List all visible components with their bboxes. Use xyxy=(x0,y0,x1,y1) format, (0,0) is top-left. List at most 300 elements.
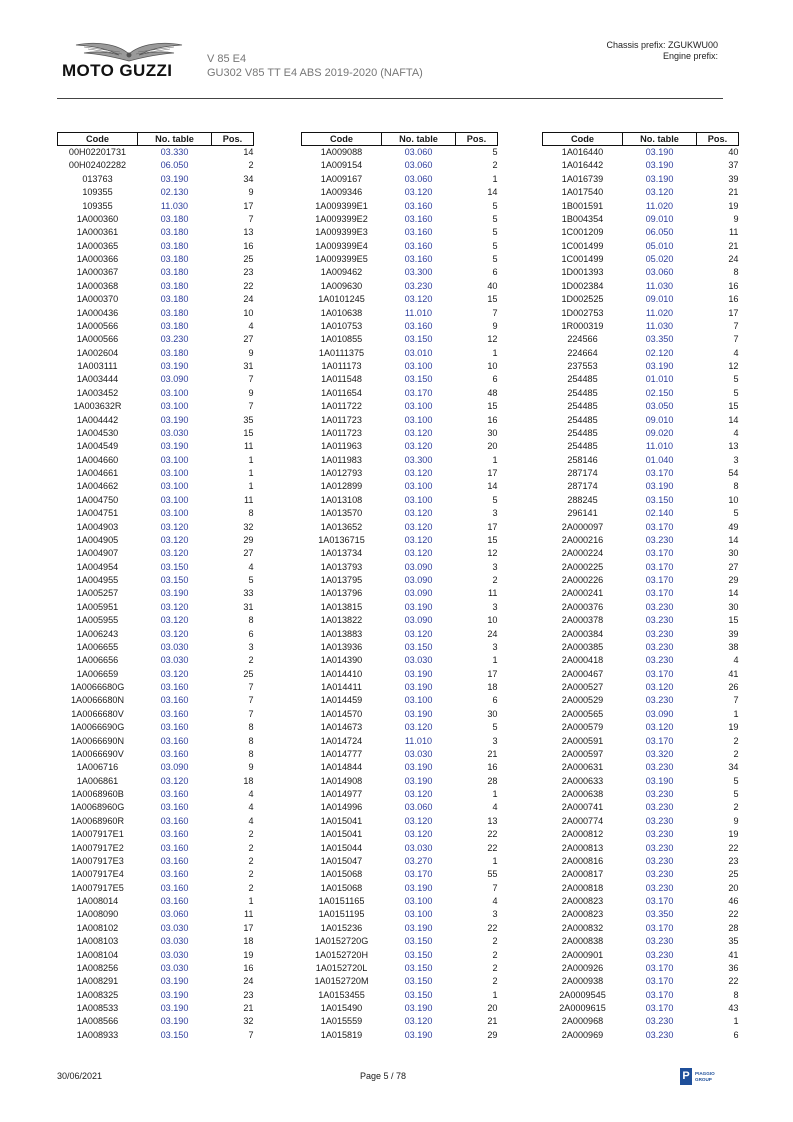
table-row xyxy=(58,507,254,520)
part-code: 109355 xyxy=(82,187,113,198)
table-number: 03.160 xyxy=(160,869,189,880)
table-number: 03.030 xyxy=(160,641,189,652)
position-number: 4 xyxy=(733,655,739,666)
position-number: 17 xyxy=(243,200,254,211)
table-row xyxy=(543,293,739,306)
table-row xyxy=(543,681,739,694)
position-number: 1 xyxy=(492,989,498,1000)
part-code: 1A015041 xyxy=(320,815,363,826)
table-number: 03.230 xyxy=(645,641,674,652)
position-number: 2 xyxy=(492,976,498,987)
table-row xyxy=(58,414,254,427)
part-code: 1A005951 xyxy=(76,601,119,612)
position-number: 7 xyxy=(733,334,739,345)
part-code: 00H02402282 xyxy=(68,160,127,171)
table-row xyxy=(58,440,254,453)
part-code: 254485 xyxy=(567,441,598,452)
part-code: 1A016442 xyxy=(561,160,604,171)
table-number: 03.120 xyxy=(404,187,433,198)
table-row xyxy=(58,1029,254,1042)
column-header-pos: Pos. xyxy=(212,133,254,146)
table-number: 03.270 xyxy=(404,855,433,866)
table-number: 03.160 xyxy=(160,695,189,706)
table-row xyxy=(58,200,254,213)
position-number: 3 xyxy=(492,508,498,519)
table-row xyxy=(302,654,498,667)
table-number: 03.190 xyxy=(404,1003,433,1013)
part-code: 1A003632R xyxy=(73,401,122,412)
table-number: 03.230 xyxy=(645,869,674,880)
part-code: 1A011722 xyxy=(321,401,362,412)
table-row xyxy=(58,842,254,855)
table-number: 03.170 xyxy=(645,735,674,746)
part-code: 1A013793 xyxy=(320,561,363,572)
part-code: 1A014977 xyxy=(320,789,363,799)
part-code: 2A000467 xyxy=(561,668,604,679)
position-number: 9 xyxy=(733,213,739,224)
position-number: 22 xyxy=(487,829,498,840)
moto-guzzi-logo xyxy=(62,40,197,85)
table-row xyxy=(302,855,498,868)
part-code: 1A002604 xyxy=(76,347,119,358)
part-code: 2A000591 xyxy=(561,735,604,746)
position-number: 3 xyxy=(492,735,498,746)
piaggio-group-text: PIAGGIO GROUP xyxy=(695,1071,715,1082)
part-code: 1A016739 xyxy=(561,173,604,184)
table-row xyxy=(543,547,739,560)
table-number: 03.170 xyxy=(645,575,674,585)
table-row xyxy=(302,280,498,293)
position-number: 21 xyxy=(487,1016,498,1027)
part-code: 1A015041 xyxy=(320,829,363,840)
part-code: 1A012899 xyxy=(320,481,363,492)
part-code: 1A0152720M xyxy=(314,976,369,987)
table-row xyxy=(58,494,254,507)
position-number: 15 xyxy=(728,615,739,626)
position-number: 5 xyxy=(492,240,498,251)
table-row xyxy=(58,574,254,587)
table-number: 03.350 xyxy=(645,909,674,920)
parts-table-3 xyxy=(542,132,739,1042)
table-number: 03.230 xyxy=(645,829,674,840)
table-row xyxy=(302,534,498,547)
position-number: 16 xyxy=(728,294,739,305)
table-number: 03.190 xyxy=(404,601,433,612)
position-number: 7 xyxy=(733,320,739,331)
position-number: 36 xyxy=(728,962,739,973)
table-row xyxy=(58,601,254,614)
part-code: 2A000823 xyxy=(561,896,604,906)
part-code: 1A0151195 xyxy=(318,909,365,920)
position-number: 11 xyxy=(244,441,254,452)
part-code: 2A000579 xyxy=(561,722,604,733)
position-number: 6 xyxy=(492,374,498,385)
table-row xyxy=(302,186,498,199)
part-code: 2A000241 xyxy=(561,588,604,599)
part-code: 2A000565 xyxy=(561,708,604,719)
table-row xyxy=(302,788,498,801)
table-row xyxy=(58,801,254,814)
position-number: 37 xyxy=(728,160,739,171)
part-code: 1A004442 xyxy=(76,414,119,425)
table-number: 03.100 xyxy=(160,454,189,465)
table-row xyxy=(543,641,739,654)
table-number: 03.090 xyxy=(404,561,433,572)
table-number: 03.150 xyxy=(160,575,189,585)
table-row xyxy=(543,708,739,721)
table-row xyxy=(543,801,739,814)
table-row xyxy=(58,186,254,199)
position-number: 2 xyxy=(492,936,498,947)
position-number: 3 xyxy=(492,601,498,612)
position-number: 1 xyxy=(492,454,498,465)
position-number: 9 xyxy=(248,347,254,358)
table-row xyxy=(543,307,739,320)
part-code: 1A000360 xyxy=(76,213,119,224)
table-row xyxy=(58,534,254,547)
part-code: 296141 xyxy=(567,508,598,519)
part-code: 1C001499 xyxy=(561,254,604,264)
part-code: 1A004751 xyxy=(76,508,119,519)
table-row xyxy=(543,815,739,828)
part-code: 254485 xyxy=(567,387,598,398)
position-number: 2 xyxy=(492,962,498,973)
table-row xyxy=(302,868,498,881)
position-number: 3 xyxy=(733,454,739,465)
part-code: 1A009154 xyxy=(320,160,363,171)
part-code: 1A008103 xyxy=(76,936,119,947)
table-row xyxy=(58,989,254,1002)
table-number: 03.180 xyxy=(160,307,189,318)
table-number: 03.160 xyxy=(160,789,189,799)
position-number: 6 xyxy=(733,1029,739,1040)
position-number: 21 xyxy=(243,1003,254,1013)
part-code: 1A011723 xyxy=(321,427,362,438)
table-row xyxy=(58,360,254,373)
position-number: 9 xyxy=(248,187,254,198)
table-row xyxy=(543,414,739,427)
position-number: 22 xyxy=(728,909,739,920)
table-number: 03.160 xyxy=(160,802,189,813)
table-number: 03.170 xyxy=(645,561,674,572)
table-number: 03.180 xyxy=(160,240,189,251)
position-number: 13 xyxy=(728,441,739,452)
table-number: 03.030 xyxy=(160,936,189,947)
part-code: 1A005257 xyxy=(76,588,119,599)
part-code: 1A006655 xyxy=(76,641,119,652)
table-number: 06.050 xyxy=(160,160,189,171)
position-number: 9 xyxy=(248,387,254,398)
table-number: 03.160 xyxy=(160,815,189,826)
table-number: 03.170 xyxy=(645,588,674,599)
position-number: 39 xyxy=(728,628,739,639)
table-row xyxy=(543,226,739,239)
table-number: 09.010 xyxy=(645,294,674,305)
part-code: 1A004907 xyxy=(76,548,119,559)
part-code: 1A000366 xyxy=(76,254,119,264)
table-row xyxy=(302,1002,498,1015)
position-number: 21 xyxy=(728,240,739,251)
table-number: 03.100 xyxy=(404,909,433,920)
table-number: 03.190 xyxy=(404,775,433,786)
part-code: 224664 xyxy=(567,347,598,358)
table-number: 03.230 xyxy=(645,1029,674,1040)
table-row xyxy=(302,200,498,213)
table-row xyxy=(58,480,254,493)
position-number: 27 xyxy=(243,548,254,559)
table-row xyxy=(302,935,498,948)
table-row xyxy=(543,1002,739,1015)
table-row xyxy=(543,507,739,520)
table-number: 11.030 xyxy=(645,280,674,291)
table-row xyxy=(543,721,739,734)
position-number: 27 xyxy=(728,561,739,572)
position-number: 40 xyxy=(487,280,498,291)
part-code: 2A0009615 xyxy=(559,1003,606,1013)
position-number: 4 xyxy=(248,561,254,572)
table-row xyxy=(58,373,254,386)
part-code: 1A014390 xyxy=(320,655,363,666)
position-number: 39 xyxy=(728,173,739,184)
table-number: 03.160 xyxy=(160,748,189,759)
table-row xyxy=(543,440,739,453)
position-number: 11 xyxy=(729,227,739,238)
table-row xyxy=(543,855,739,868)
table-row xyxy=(302,949,498,962)
part-code: 1A004662 xyxy=(76,481,119,492)
table-number: 03.160 xyxy=(160,896,189,906)
table-row xyxy=(543,628,739,641)
table-number: 09.010 xyxy=(645,213,674,224)
table-row xyxy=(302,480,498,493)
part-code: 1A004955 xyxy=(76,575,119,585)
table-row xyxy=(543,561,739,574)
part-code: 2A000774 xyxy=(561,815,604,826)
table-number: 11.030 xyxy=(160,200,189,211)
position-number: 17 xyxy=(243,922,254,933)
table-number: 03.160 xyxy=(160,708,189,719)
engine-prefix: Engine prefix: xyxy=(662,51,718,61)
table-number: 03.190 xyxy=(160,976,189,987)
position-number: 14 xyxy=(728,588,739,599)
table-number: 03.100 xyxy=(160,401,189,412)
table-row xyxy=(543,694,739,707)
position-number: 22 xyxy=(728,976,739,987)
part-code: 2A000926 xyxy=(561,962,604,973)
table-number: 03.230 xyxy=(404,280,433,291)
part-code: 2A000838 xyxy=(561,936,604,947)
table-number: 03.170 xyxy=(404,387,433,398)
part-code: 1A011173 xyxy=(321,361,362,371)
table-number: 05.010 xyxy=(645,240,674,251)
table-number: 03.160 xyxy=(160,682,189,692)
table-row xyxy=(58,641,254,654)
part-code: 1A011548 xyxy=(321,374,362,385)
table-row xyxy=(58,761,254,774)
table-number: 03.190 xyxy=(160,1016,189,1027)
position-number: 24 xyxy=(243,294,254,305)
table-number: 03.170 xyxy=(645,1003,674,1013)
table-row xyxy=(543,159,739,172)
table-number: 03.030 xyxy=(160,427,189,438)
part-code: 1A014673 xyxy=(320,722,363,733)
position-number: 3 xyxy=(492,909,498,920)
position-number: 1 xyxy=(492,855,498,866)
part-code: 2A000818 xyxy=(561,882,604,893)
table-number: 01.010 xyxy=(645,374,674,385)
part-code: 258146 xyxy=(567,454,598,465)
table-number: 03.180 xyxy=(160,347,189,358)
table-number: 03.230 xyxy=(645,762,674,773)
table-row xyxy=(58,882,254,895)
position-number: 17 xyxy=(487,521,498,532)
part-code: 2A000938 xyxy=(561,976,604,987)
table-row xyxy=(302,641,498,654)
table-row xyxy=(543,735,739,748)
table-number: 03.030 xyxy=(160,949,189,960)
part-code: 224566 xyxy=(567,334,598,345)
table-row xyxy=(302,320,498,333)
position-number: 5 xyxy=(492,200,498,211)
table-row xyxy=(58,788,254,801)
table-number: 03.160 xyxy=(160,855,189,866)
table-number: 03.330 xyxy=(160,147,189,157)
position-number: 4 xyxy=(733,427,739,438)
part-code: 1A004549 xyxy=(76,441,119,452)
position-number: 24 xyxy=(487,628,498,639)
table-number: 03.120 xyxy=(404,521,433,532)
table-row xyxy=(302,601,498,614)
table-row xyxy=(302,587,498,600)
table-row xyxy=(58,293,254,306)
column-header-pos: Pos. xyxy=(697,133,739,146)
table-number: 01.040 xyxy=(645,454,674,465)
position-number: 22 xyxy=(487,922,498,933)
table-number: 03.190 xyxy=(404,668,433,679)
table-number: 03.180 xyxy=(160,213,189,224)
table-number: 03.230 xyxy=(645,655,674,666)
position-number: 5 xyxy=(492,722,498,733)
table-row xyxy=(543,601,739,614)
table-number: 03.230 xyxy=(645,534,674,545)
table-row xyxy=(58,775,254,788)
table-row xyxy=(302,761,498,774)
parts-table-1 xyxy=(57,132,254,1042)
table-number: 03.230 xyxy=(645,601,674,612)
position-number: 1 xyxy=(492,347,498,358)
position-number: 19 xyxy=(728,200,739,211)
table-number: 03.180 xyxy=(160,267,189,278)
table-number: 03.060 xyxy=(645,267,674,278)
table-number: 03.190 xyxy=(645,147,674,157)
position-number: 35 xyxy=(243,414,254,425)
table-row xyxy=(543,146,739,160)
position-number: 34 xyxy=(243,173,254,184)
table-number: 03.090 xyxy=(404,575,433,585)
part-code: 1A009346 xyxy=(320,187,363,198)
part-code: 1A0152720G xyxy=(314,936,369,947)
table-number: 03.120 xyxy=(160,668,189,679)
position-number: 10 xyxy=(728,494,739,505)
part-code: 2A0009545 xyxy=(559,989,606,1000)
table-row xyxy=(543,213,739,226)
position-number: 24 xyxy=(243,976,254,987)
column-header-code: Code xyxy=(543,133,623,146)
table-row xyxy=(543,200,739,213)
table-row xyxy=(302,1015,498,1028)
position-number: 25 xyxy=(243,668,254,679)
position-number: 12 xyxy=(487,548,498,559)
position-number: 46 xyxy=(728,896,739,906)
position-number: 8 xyxy=(248,735,254,746)
position-number: 7 xyxy=(248,1029,254,1040)
table-row xyxy=(302,240,498,253)
table-number: 03.120 xyxy=(160,628,189,639)
part-code: 254485 xyxy=(567,427,598,438)
position-number: 2 xyxy=(248,655,254,666)
table-number: 03.160 xyxy=(160,722,189,733)
part-code: 1A0068960B xyxy=(71,789,124,799)
part-code: 1A004954 xyxy=(76,561,119,572)
part-code: 1A0066680G xyxy=(70,682,125,692)
part-code: 1A009399E1 xyxy=(315,200,368,211)
part-code: 1A000566 xyxy=(76,334,119,345)
position-number: 17 xyxy=(487,668,498,679)
table-number: 03.100 xyxy=(160,494,189,505)
part-code: 1A013796 xyxy=(320,588,363,599)
part-code: 1A003452 xyxy=(76,387,119,398)
table-number: 03.120 xyxy=(160,615,189,626)
part-code: 1A006656 xyxy=(76,655,119,666)
position-number: 6 xyxy=(492,267,498,278)
part-code: 1A006243 xyxy=(76,628,119,639)
table-row xyxy=(58,855,254,868)
table-number: 03.160 xyxy=(404,320,433,331)
piaggio-group-logo xyxy=(680,1068,724,1086)
header-divider xyxy=(57,98,723,99)
part-code: 1A0152720L xyxy=(315,962,368,973)
part-code: 1A015236 xyxy=(320,922,363,933)
table-header-row xyxy=(302,133,498,146)
part-code: 2A000378 xyxy=(561,615,604,626)
table-row xyxy=(302,721,498,734)
part-code: 1A004661 xyxy=(76,468,119,478)
part-code: 2A000097 xyxy=(561,521,604,532)
part-code: 2A000638 xyxy=(561,789,604,799)
position-number: 15 xyxy=(728,401,739,412)
table-row xyxy=(302,574,498,587)
table-row xyxy=(543,788,739,801)
table-row xyxy=(543,654,739,667)
table-number: 03.190 xyxy=(645,481,674,492)
part-code: 1A015559 xyxy=(320,1016,363,1027)
part-code: 2A000741 xyxy=(561,802,604,813)
table-row xyxy=(302,922,498,935)
table-number: 03.150 xyxy=(404,641,433,652)
table-row xyxy=(543,240,739,253)
position-number: 1 xyxy=(248,481,254,492)
table-number: 03.230 xyxy=(645,949,674,960)
position-number: 55 xyxy=(487,869,498,880)
table-number: 09.010 xyxy=(645,414,674,425)
table-number: 03.230 xyxy=(645,855,674,866)
table-number: 03.100 xyxy=(160,508,189,519)
part-code: 2A000813 xyxy=(561,842,604,853)
table-row xyxy=(302,333,498,346)
model-info xyxy=(207,52,423,80)
position-number: 2 xyxy=(492,949,498,960)
position-number: 2 xyxy=(248,160,254,171)
